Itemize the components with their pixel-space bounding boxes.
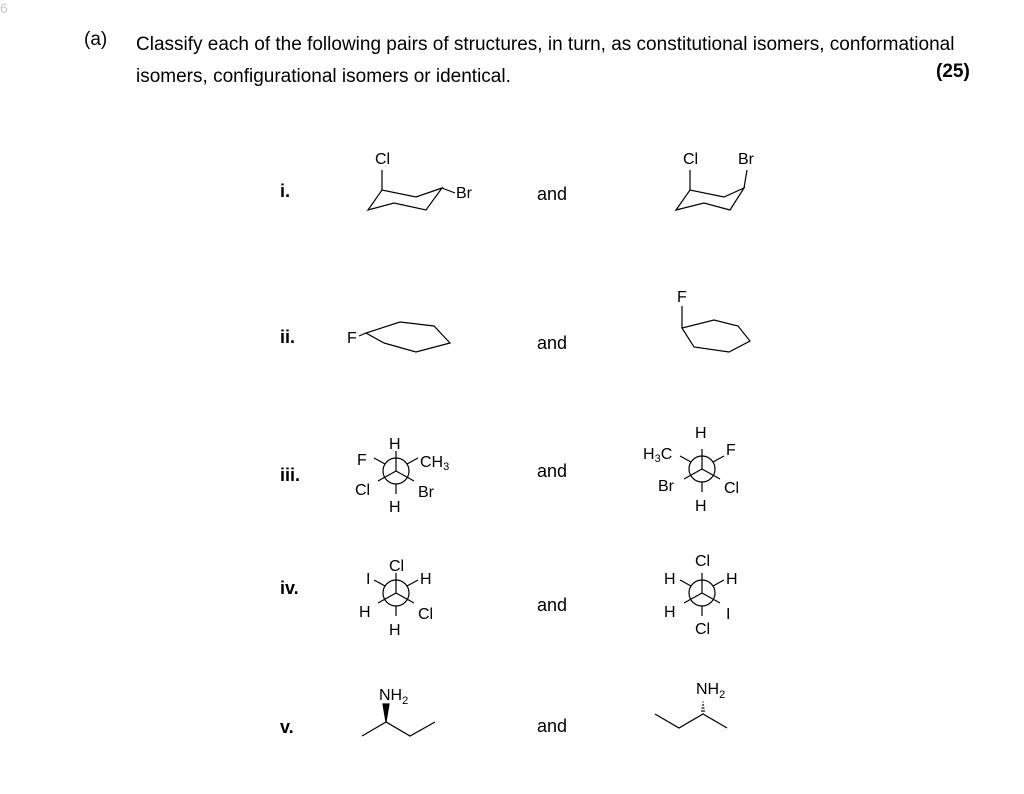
bond [684,593,702,603]
atom-h: H [420,571,432,588]
bond [713,456,724,462]
chair-ring [682,320,750,352]
atom-cl: Cl [418,606,434,623]
bond [442,188,455,193]
group-ch3 [420,454,449,473]
atom-cl: Cl [389,558,405,575]
pair-label-iv: iv. [280,578,299,598]
and-connector-ii: and [537,333,568,353]
h3c-main: H [643,446,655,463]
hashed-wedge-bond [701,702,705,711]
structure-iv-left [359,558,433,639]
pair-label-i: i. [280,181,291,201]
atom-cl: Cl [724,480,740,497]
structure-ii-left [347,322,450,352]
bond [359,333,366,336]
bond [702,469,720,479]
atom-f: F [726,442,736,459]
atom-h: H [359,604,371,621]
bond [374,458,385,464]
pair-label-v: v. [280,717,294,737]
h3c-sub: 3 [654,453,661,465]
page-number: 6 [0,0,8,16]
atom-f: F [677,289,687,306]
bond [680,456,691,462]
atom-f: F [347,330,357,347]
ch3-sub: 3 [443,461,450,473]
group-h3c [643,446,672,465]
atom-cl: Cl [695,621,711,638]
atom-f: F [357,452,367,469]
structure-iii-right [643,425,739,515]
atom-cl: Cl [683,151,699,168]
atom-i: I [726,606,731,623]
bond [684,469,702,479]
atom-br: Br [658,478,674,495]
structure-v-right [655,681,727,728]
atom-h: H [664,571,676,588]
structure-v-left [362,687,435,736]
h3c-tail: C [660,446,673,463]
question-text: Classify each of the following pairs of structures, in turn, as constitutional isomers, conformational isomers, configurational isomers or identical. [136,34,955,87]
bond [407,458,418,464]
structure-iv-right [664,553,738,638]
bond [378,471,396,481]
bond [396,593,414,603]
atom-h: H [389,436,401,453]
atom-h: H [695,498,707,515]
and-connector-v: and [537,716,568,736]
and-connector-iii: and [537,461,568,481]
nh2-sub: 2 [719,689,726,701]
bond [407,580,418,586]
group-nh2 [696,681,725,701]
structure-iii-left [355,436,449,516]
atom-cl: Cl [375,151,391,168]
and-connector-iv: and [537,595,568,615]
chair-ring [676,188,744,210]
atom-h: H [664,604,676,621]
chair-ring [366,322,450,352]
bond [744,170,747,188]
atom-h: H [389,499,401,516]
bond [378,593,396,603]
carbon-chain [655,714,727,728]
bond [396,471,414,481]
question-marks: (25) [936,61,970,82]
bond [713,580,724,586]
carbon-chain [362,722,435,736]
pair-label-iii: iii. [280,465,301,485]
question-label: (a) [84,29,108,50]
atom-h: H [695,425,707,442]
atom-h: H [389,622,401,639]
atom-br: Br [418,484,434,501]
bond [702,593,720,603]
bond [680,580,691,586]
atom-cl: Cl [355,482,371,499]
atom-br: Br [738,151,754,168]
atom-h: H [726,571,738,588]
nh2-sub: 2 [402,695,409,707]
pair-label-ii: ii. [280,327,296,347]
wedge-bond [383,704,389,722]
atom-cl: Cl [695,553,711,570]
and-connector-i: and [537,184,568,204]
chair-ring [368,188,442,210]
nh2-main: NH [379,687,403,704]
atom-i: I [366,571,371,588]
structure-i-right [676,151,755,210]
atom-br: Br [456,185,472,202]
ch3-main: CH [420,454,444,471]
structure-ii-right [677,289,750,352]
structure-i-left [368,151,473,210]
bond [374,580,385,586]
nh2-main: NH [696,681,720,698]
